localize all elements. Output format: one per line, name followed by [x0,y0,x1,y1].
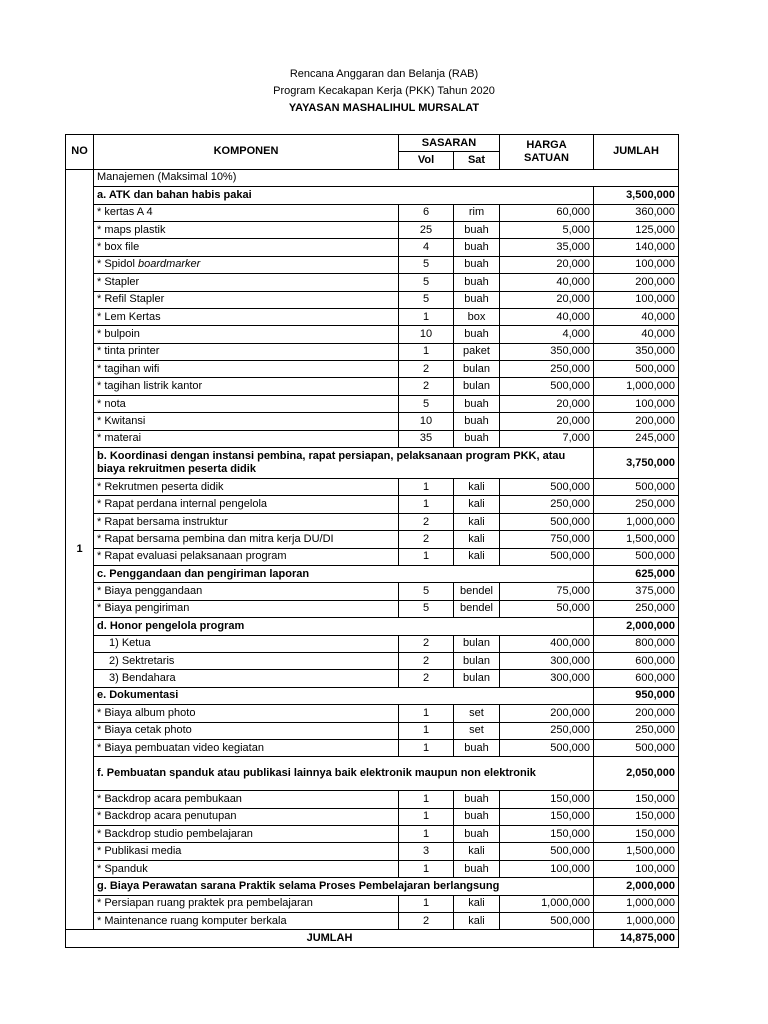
item-jumlah: 40,000 [594,308,679,325]
item-harga: 500,000 [500,739,594,756]
item-vol: 2 [399,531,454,548]
item-vol: 2 [399,635,454,652]
item-label-text: * Backdrop acara penutupan [97,810,237,823]
item-vol: 1 [399,308,454,325]
item-vol: 1 [399,791,454,808]
item-jumlah: 150,000 [594,808,679,825]
item-vol: 2 [399,913,454,930]
section-row [66,757,679,791]
table-row [66,378,679,395]
item-harga: 150,000 [500,826,594,843]
item-vol: 10 [399,326,454,343]
item-vol: 1 [399,479,454,496]
item-jumlah: 1,500,000 [594,843,679,860]
item-sat: buah [454,808,500,825]
section-label: e. Dokumentasi [94,687,594,704]
section-total: 625,000 [594,565,679,582]
item-jumlah: 500,000 [594,479,679,496]
item-sat: buah [454,274,500,291]
table-row [66,343,679,360]
table-row [66,221,679,238]
item-jumlah: 600,000 [594,670,679,687]
section-row [66,878,679,895]
item-jumlah: 1,000,000 [594,913,679,930]
item-label [94,395,399,412]
item-sat: bulan [454,652,500,669]
document-title: Rencana Anggaran dan Belanja (RAB) [289,68,479,80]
item-label-text: * tagihan wifi [97,362,160,375]
item-harga: 400,000 [500,635,594,652]
item-sat: paket [454,343,500,360]
item-sat: bulan [454,361,500,378]
item-harga: 40,000 [500,308,594,325]
item-sat: buah [454,256,500,273]
item-label [94,826,399,843]
document-subtitle: Program Kecakapan Kerja (PKK) Tahun 2020 [273,85,495,97]
item-label-text: * maps plastik [97,223,166,236]
item-jumlah: 350,000 [594,343,679,360]
item-harga: 20,000 [500,291,594,308]
item-jumlah: 1,000,000 [594,895,679,912]
item-harga: 5,000 [500,221,594,238]
item-vol: 5 [399,256,454,273]
item-label-text: * Stapler [97,275,140,288]
item-jumlah: 150,000 [594,826,679,843]
item-vol: 1 [399,808,454,825]
table-row [66,308,679,325]
table-row [66,326,679,343]
item-label-text: * Rekrutmen peserta didik [97,480,224,493]
item-harga: 500,000 [500,479,594,496]
col-header-sat: Sat [454,152,500,169]
item-label [94,913,399,930]
item-vol: 1 [399,722,454,739]
item-sat: buah [454,791,500,808]
item-jumlah: 200,000 [594,413,679,430]
section-row [66,448,679,479]
item-label [94,791,399,808]
item-harga: 50,000 [500,600,594,617]
table-row [66,531,679,548]
table-row [66,826,679,843]
item-vol: 1 [399,739,454,756]
item-vol: 2 [399,670,454,687]
table-row [66,860,679,877]
item-sat: buah [454,221,500,238]
item-label [94,548,399,565]
section-row [66,687,679,704]
item-label [94,413,399,430]
item-jumlah: 500,000 [594,548,679,565]
section-label: a. ATK dan bahan habis pakai [94,187,594,204]
item-jumlah: 250,000 [594,722,679,739]
item-label-text: 1) Ketua [109,637,151,650]
item-vol: 2 [399,378,454,395]
section-label: d. Honor pengelola program [94,618,594,635]
item-label-text: * tagihan listrik kantor [97,380,203,393]
row-number: 1 [66,169,94,930]
table-body [66,169,679,930]
item-jumlah: 100,000 [594,860,679,877]
item-jumlah: 1,000,000 [594,378,679,395]
item-label-text: * Backdrop acara pembukaan [97,792,242,805]
table-row [66,583,679,600]
item-label-italic: boardmarker [137,258,201,271]
section-total: 2,000,000 [594,618,679,635]
item-sat: buah [454,239,500,256]
item-label-text: * Spanduk [97,862,148,875]
item-vol: 1 [399,895,454,912]
item-label [94,739,399,756]
section-label: f. Pembuatan spanduk atau publikasi lainnya baik elektronik maupun non elektronik [94,757,594,791]
col-header-komponen: KOMPONEN [94,135,399,170]
item-label [94,531,399,548]
table-row [66,413,679,430]
item-label [94,274,399,291]
table-row [66,808,679,825]
item-sat: buah [454,860,500,877]
item-label-text: * nota [97,397,126,410]
table-row [66,705,679,722]
item-sat: kali [454,895,500,912]
section-total: 3,750,000 [594,448,679,479]
item-label-text: * tinta printer [97,345,160,358]
item-sat: box [454,308,500,325]
item-label-text: * Biaya penggandaan [97,585,203,598]
item-label [94,860,399,877]
item-sat: kali [454,513,500,530]
item-harga: 4,000 [500,326,594,343]
section-total: 2,050,000 [594,757,679,791]
section-label: b. Koordinasi dengan instansi pembina, rapat persiapan, pelaksanaan program PKK, atau biaya rekruitmen peserta didik [94,448,594,479]
section-total: 3,500,000 [594,187,679,204]
item-sat: kali [454,913,500,930]
item-sat: set [454,722,500,739]
item-vol: 5 [399,600,454,617]
table-row [66,169,679,186]
item-sat: buah [454,413,500,430]
item-label [94,670,399,687]
item-vol: 6 [399,204,454,221]
item-sat: bendel [454,600,500,617]
table-row [66,204,679,221]
item-sat: buah [454,395,500,412]
item-sat: rim [454,204,500,221]
section-row [66,618,679,635]
table-row [66,722,679,739]
table-row [66,548,679,565]
item-sat: bendel [454,583,500,600]
table-row [66,652,679,669]
item-vol: 5 [399,291,454,308]
item-vol: 2 [399,361,454,378]
item-label-text: * Rapat bersama instruktur [97,515,228,528]
table-row [66,913,679,930]
total-row [66,930,679,947]
item-label-text: * Rapat evaluasi pelaksanaan program [97,550,287,563]
item-jumlah: 100,000 [594,395,679,412]
item-harga: 250,000 [500,361,594,378]
item-label [94,326,399,343]
item-label-text: 3) Bendahara [109,672,176,685]
item-label [94,808,399,825]
item-harga: 20,000 [500,256,594,273]
item-label-text: * Lem Kertas [97,310,161,323]
item-label [94,600,399,617]
item-vol: 1 [399,705,454,722]
item-vol: 25 [399,221,454,238]
item-vol: 3 [399,843,454,860]
item-sat: buah [454,326,500,343]
item-label-text: * Publikasi media [97,845,182,858]
item-vol: 2 [399,652,454,669]
item-jumlah: 800,000 [594,635,679,652]
item-label [94,513,399,530]
table-row [66,395,679,412]
item-sat: buah [454,739,500,756]
item-label-text: * Rapat bersama pembina dan mitra kerja DU/DI [97,532,334,545]
item-sat: set [454,705,500,722]
item-harga: 1,000,000 [500,895,594,912]
item-label [94,430,399,447]
item-label-text: * bulpoin [97,327,140,340]
item-label [94,221,399,238]
item-label-text: * Biaya pengiriman [97,602,190,615]
item-sat: buah [454,826,500,843]
item-label [94,343,399,360]
item-label-text: * Maintenance ruang komputer berkala [97,914,287,927]
item-vol: 2 [399,513,454,530]
item-harga: 35,000 [500,239,594,256]
item-label [94,583,399,600]
item-label-text: * Biaya pembuatan video kegiatan [97,741,264,754]
item-sat: buah [454,430,500,447]
item-sat: buah [454,291,500,308]
budget-table [65,134,679,948]
item-sat: bulan [454,635,500,652]
table-row [66,496,679,513]
item-harga: 500,000 [500,843,594,860]
table-row [66,513,679,530]
item-harga: 500,000 [500,378,594,395]
item-harga: 200,000 [500,705,594,722]
item-vol: 1 [399,548,454,565]
item-vol: 5 [399,274,454,291]
item-jumlah: 200,000 [594,705,679,722]
item-harga: 350,000 [500,343,594,360]
item-vol: 10 [399,413,454,430]
item-harga: 20,000 [500,395,594,412]
table-row [66,430,679,447]
item-label [94,895,399,912]
item-sat: kali [454,548,500,565]
item-harga: 500,000 [500,913,594,930]
total-value: 14,875,000 [594,930,679,947]
item-vol: 1 [399,496,454,513]
item-sat: kali [454,843,500,860]
item-label [94,496,399,513]
item-jumlah: 360,000 [594,204,679,221]
item-sat: kali [454,479,500,496]
section-row [66,187,679,204]
item-label-text: * Rapat perdana internal pengelola [97,498,268,511]
item-label [94,308,399,325]
item-vol: 5 [399,583,454,600]
item-label-text: * Biaya cetak photo [97,724,192,737]
item-jumlah: 250,000 [594,600,679,617]
table-row [66,239,679,256]
item-vol: 1 [399,860,454,877]
item-harga: 300,000 [500,670,594,687]
item-jumlah: 100,000 [594,291,679,308]
total-label: JUMLAH [66,930,594,947]
item-label-text: * Spidol [97,258,138,271]
table-row [66,635,679,652]
item-jumlah: 140,000 [594,239,679,256]
item-jumlah: 40,000 [594,326,679,343]
item-sat: bulan [454,378,500,395]
item-label-text: * Refil Stapler [97,293,165,306]
item-label [94,204,399,221]
item-label [94,378,399,395]
item-harga: 100,000 [500,860,594,877]
organization-name: YAYASAN MASHALIHUL MURSALAT [288,102,480,114]
item-jumlah: 1,000,000 [594,513,679,530]
item-jumlah: 100,000 [594,256,679,273]
table-row [66,843,679,860]
col-header-no: NO [66,135,94,170]
item-vol: 1 [399,343,454,360]
item-label [94,479,399,496]
item-label-text: * materai [97,432,142,445]
item-harga: 300,000 [500,652,594,669]
item-harga: 7,000 [500,430,594,447]
item-label [94,722,399,739]
table-row [66,291,679,308]
item-label-text: * kertas A 4 [97,206,153,219]
col-header-vol: Vol [399,152,454,169]
item-sat: kali [454,531,500,548]
table-row [66,361,679,378]
item-vol: 5 [399,395,454,412]
table-row [66,739,679,756]
table-row [66,791,679,808]
item-sat: kali [454,496,500,513]
item-harga: 500,000 [500,513,594,530]
item-harga: 500,000 [500,548,594,565]
item-label [94,291,399,308]
item-jumlah: 600,000 [594,652,679,669]
document-header [0,66,768,117]
item-label-text: 2) Sektretaris [109,654,175,667]
section-row [66,565,679,582]
col-header-sasaran: SASARAN [399,135,500,152]
col-header-harga: HARGA SATUAN [500,135,594,170]
col-header-jumlah: JUMLAH [594,135,679,170]
section-label: g. Biaya Perawatan sarana Praktik selama Proses Pembelajaran berlangsung [94,878,594,895]
item-harga: 750,000 [500,531,594,548]
item-vol: 4 [399,239,454,256]
item-harga: 75,000 [500,583,594,600]
table-row [66,256,679,273]
table-row [66,479,679,496]
item-jumlah: 500,000 [594,361,679,378]
item-jumlah: 200,000 [594,274,679,291]
table-row [66,274,679,291]
item-harga: 60,000 [500,204,594,221]
item-label [94,256,399,273]
item-label [94,239,399,256]
table-row [66,895,679,912]
item-label [94,705,399,722]
item-harga: 150,000 [500,791,594,808]
item-jumlah: 150,000 [594,791,679,808]
table-header [66,135,679,170]
item-jumlah: 125,000 [594,221,679,238]
section-total: 2,000,000 [594,878,679,895]
item-harga: 150,000 [500,808,594,825]
item-label [94,652,399,669]
item-jumlah: 245,000 [594,430,679,447]
item-label-text: * Biaya album photo [97,706,196,719]
item-label-text: * box file [97,241,140,254]
item-label [94,843,399,860]
item-label [94,361,399,378]
item-label [94,635,399,652]
item-jumlah: 250,000 [594,496,679,513]
section-total: 950,000 [594,687,679,704]
row-label: Manajemen (Maksimal 10%) [94,169,679,186]
table-row [66,600,679,617]
item-vol: 35 [399,430,454,447]
item-harga: 40,000 [500,274,594,291]
item-harga: 20,000 [500,413,594,430]
table-row [66,670,679,687]
item-label-text: * Persiapan ruang praktek pra pembelajaran [97,897,313,910]
item-jumlah: 375,000 [594,583,679,600]
item-jumlah: 500,000 [594,739,679,756]
item-jumlah: 1,500,000 [594,531,679,548]
item-harga: 250,000 [500,722,594,739]
section-label: c. Penggandaan dan pengiriman laporan [94,565,594,582]
item-harga: 250,000 [500,496,594,513]
item-label-text: * Backdrop studio pembelajaran [97,827,253,840]
item-label-text: * Kwitansi [97,414,146,427]
item-sat: bulan [454,670,500,687]
item-vol: 1 [399,826,454,843]
